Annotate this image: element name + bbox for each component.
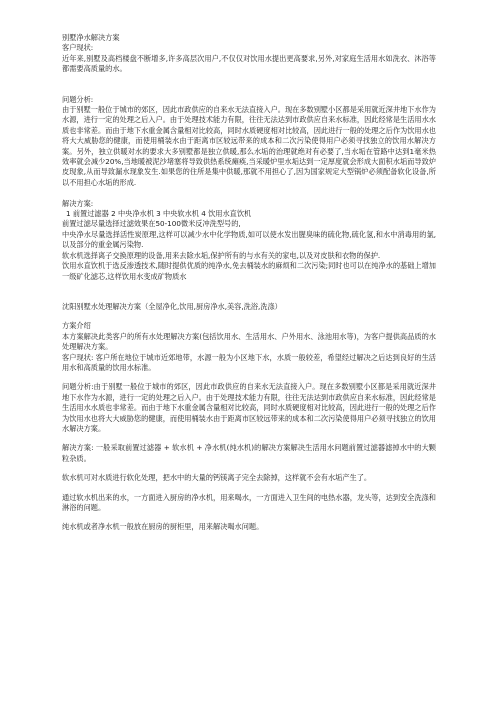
section-heading-solution: 解决方案:: [62, 198, 94, 208]
purifier-paragraph: 纯水机或者净水机一般放在厨房的厨柜里，用来解决喝水问题。: [62, 522, 264, 532]
shenyang-section-title: 沈阳别墅水处理解决方案（全屋净化,饮用,厨房净水,美容,洗浴,洗涤）: [62, 301, 282, 311]
document-title: 别墅净水解决方案: [62, 33, 120, 42]
softener-paragraph: 软水机可对水质进行软化处理，把水中的大量的钙镁离子完全去除掉，这样就不会有水垢产生了。: [62, 473, 372, 483]
document-page: [62, 33, 436, 533]
section-heading-plan-intro: 方案介绍: [62, 321, 91, 331]
solution-equipment-list: 1 前置过滤器 2 中央净水机 3 中央软水机 4 饮用水直饮机: [66, 209, 252, 219]
solution-summary-paragraph: 解决方案: 一般采取前置过滤器 + 软水机 + 净水机(纯水机)的解决方案解决生活用水问题前置过滤器滤掉水中的大颗粒杂质。: [62, 443, 436, 463]
solution-central-purifier-paragraph: 中央净水尽量选择活性炭原理,这样可以减少水中化学物质,如可以使水发出腥臭味的硫化物,硫化氢,和水中消毒用的氯,以及部分的重金属污染物.: [62, 229, 436, 250]
plan-intro-paragraph: 本方案解决此类客户的所有水处理解决方案(包括饮用水、生活用水、户外用水、泳池用水等)，为客户提供高品质的水处理解决方案。: [62, 331, 436, 352]
solution-prefilter-paragraph: 前置过滤尽量选择过滤效果在50-100微米反冲洗型号的,: [62, 219, 241, 229]
client-status-paragraph: 客户现状: 客户所在地位于城市近郊地带，水源一般为小区地下水，水质一般较差，希望经过解决之后达到良好的生活用水和高质量的饮用水标准。: [62, 352, 436, 372]
problem-analysis-paragraph: 由于别墅一般位于城市的郊区，因此市政供应的自来水无法直接入户。现在多数别墅小区都是采用就近深井地下水作为水源，进行一定的处理之后入户。由于处理技术能力有限，往往无法达到市政供应自来水标准，因此经常是生活用水水质也非常差。而由于地下水重金属含量相对比较高，同时水质硬度相对比较高，因此进行一般的处理之后作为饮用水也将大大威胁您的健康，而使用桶装水由于距离市区较远带来的成本和二次污染使得用户必须寻找独立的饮用水解决方案。另外，独立供暖对水的要求大多别墅都是独立供暖,那么水垢的治理就绝对有必要了,当水垢在管路中达到1毫米热效率就会减少20%,当地暖被泥沙堵塞将导致供热系统瘫痪,当采暖炉里水垢达到一定厚度就会形成大面积水垢而导致炉皮现象,从而导致漏水现象发生.如果您的住所是集中供暖,那就不用担心了,因为国家规定大型锅炉必须配备软化设备,所以不用担心水垢的形成.: [62, 105, 436, 187]
solution-softener-paragraph: 软水机选择离子交换原理的设备,用来去除水垢,保护所有的与水有关的家电,以及对皮肤和衣物的保护.: [62, 250, 381, 260]
solution-direct-drinking-paragraph: 饮用水直饮机于选反渗透技术,随时提供优质的纯净水,免去桶装水的麻烦和二次污染;同时也可以在纯净水的基础上增加一级矿化滤芯,这样饮用水变成矿物质水: [62, 261, 436, 281]
kitchen-bathroom-paragraph: 通过软水机出来的水，一方面进入厨房的净水机，用来喝水，一方面进入卫生间的电热水器，龙头等，达到安全洗涤和淋浴的问题。: [62, 492, 436, 513]
section-heading-problem-analysis: 问题分析:: [62, 94, 94, 104]
analysis-paragraph: 问题分析:由于别墅一般位于城市的郊区，因此市政供应的自来水无法直接入户。现在多数别墅小区都是采用就近深井地下水作为水源，进行一定的处理之后入户。由于处理技术能力有限，往往无法达到市政供应自来水标准，因此经常是生活用水水质也非常差。而由于地下水重金属含量相对比较高，同时水质硬度相对比较高，因此进行一般的处理之后作为饮用水也将大大威胁您的健康，而使用桶装水由于距离市区较远带来的成本和二次污染使得用户必须寻找独立的饮用水解决方案。: [62, 382, 436, 433]
section-heading-customer-status: 客户现状:: [62, 43, 94, 53]
customer-status-paragraph: 近年来,别墅及高档楼盘不断增多,许多高层次用户,不仅仅对饮用水提出更高要求,另外,对家庭生活用水如洗衣、沐浴等都需要高质量的水。: [62, 53, 436, 74]
